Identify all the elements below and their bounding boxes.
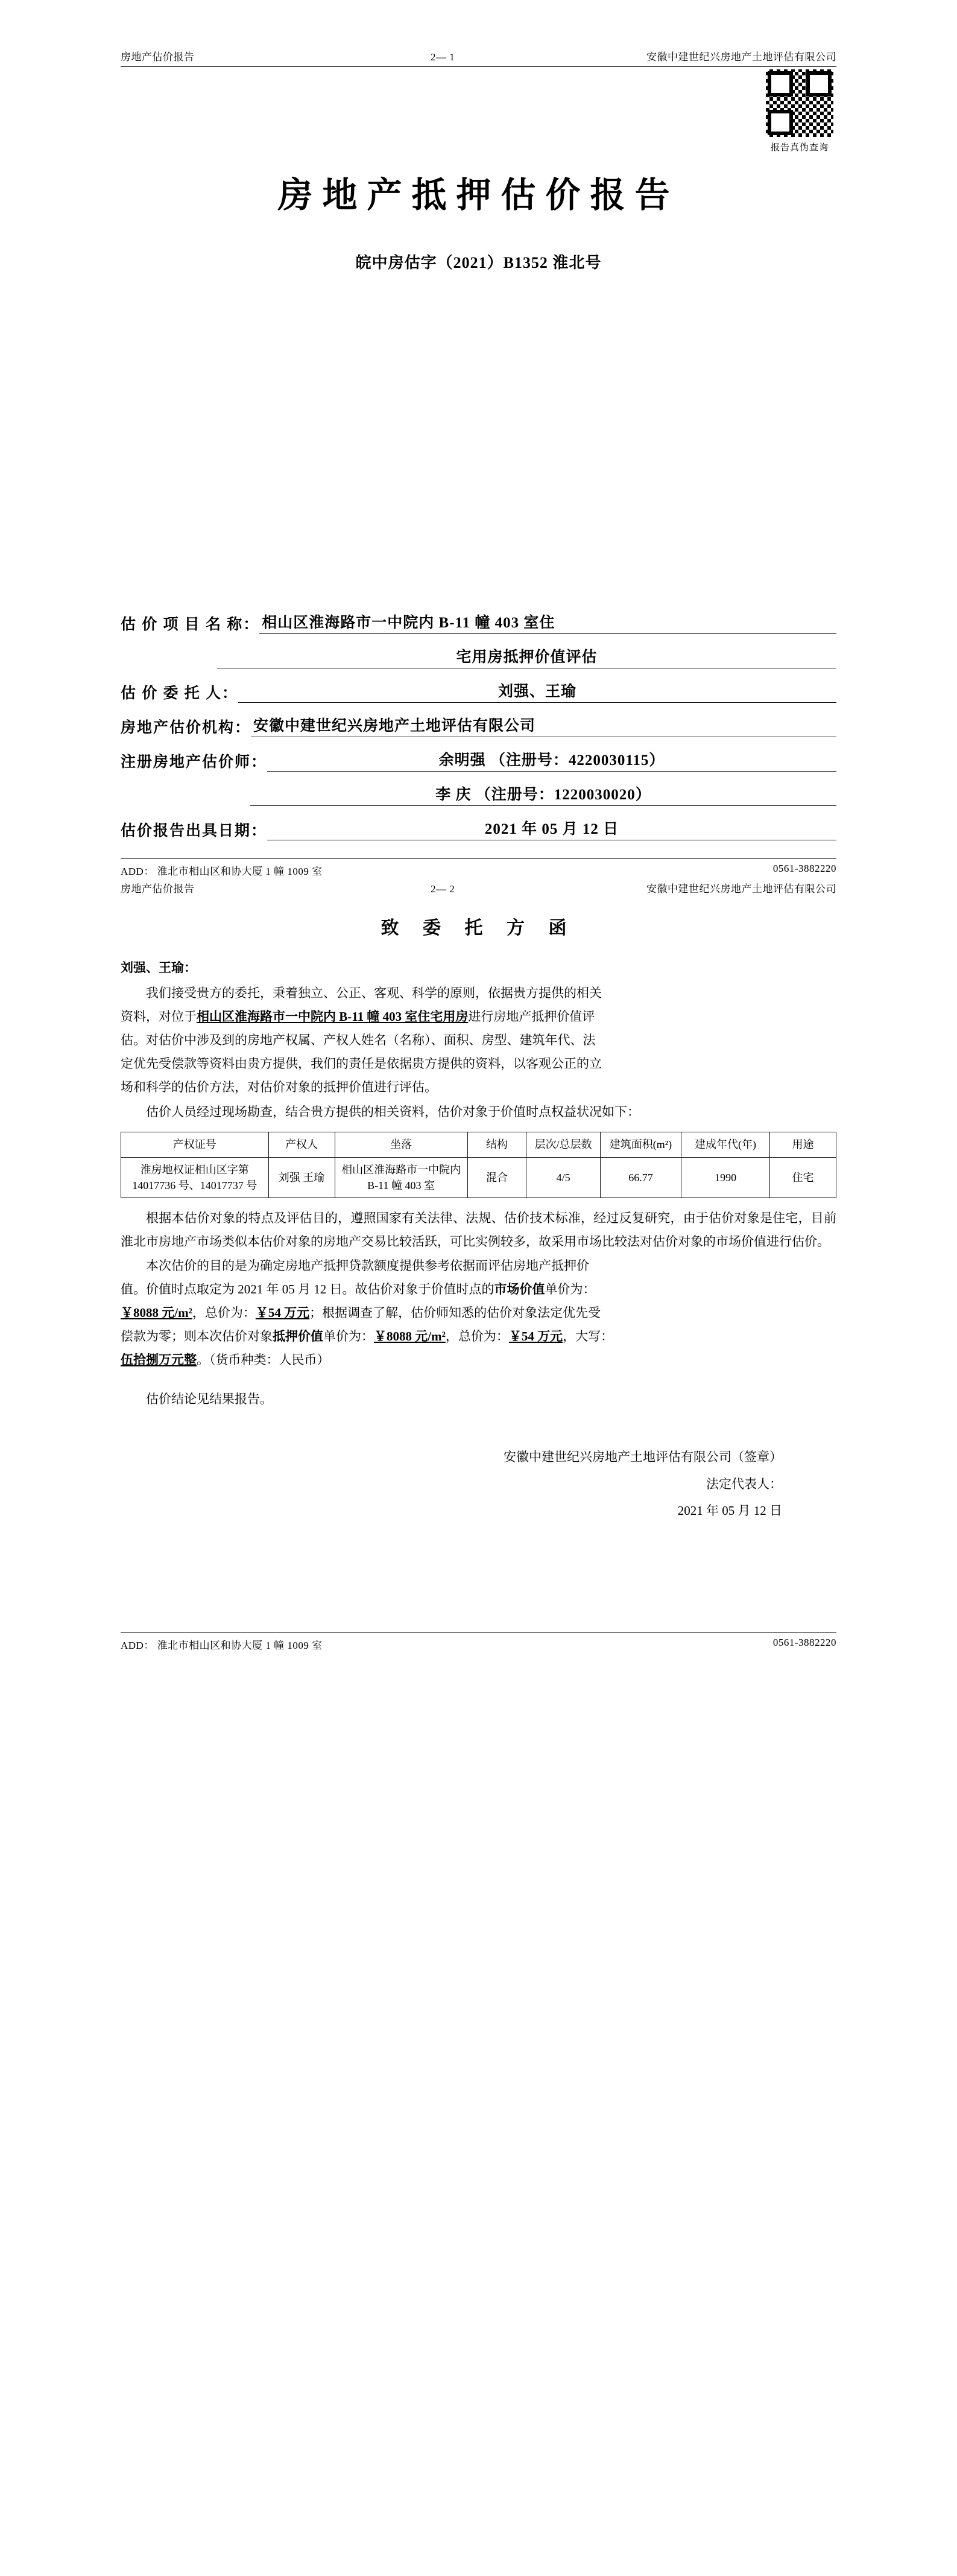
text-run: ，总价为：	[192, 1305, 256, 1321]
field-project-name-line2	[121, 645, 836, 668]
col-owner: 产权人	[268, 1132, 335, 1157]
cover-running-footer	[121, 858, 836, 878]
field-value: 余明强 （注册号：4220030115）	[267, 748, 836, 772]
text-run-emphasis: 抵押价值	[273, 1328, 323, 1344]
field-label: 估 价 项 目 名 称：	[121, 617, 260, 633]
text-run: 资料，对位于	[121, 1009, 197, 1024]
cell-year-built: 1990	[681, 1157, 770, 1198]
field-appraiser-1	[121, 748, 836, 772]
qr-caption: 报告真伪查询	[770, 143, 829, 153]
letter-title: 致 委 托 方 函	[381, 918, 576, 938]
header-company-name: 安徽中建世纪兴房地产土地评估有限公司	[646, 883, 836, 895]
field-appraiser-2	[121, 782, 836, 806]
text-run: ；根据调查了解，估价师知悉的估价对象法定优先受	[309, 1305, 601, 1321]
field-client	[121, 679, 836, 703]
letter-sheet	[0, 878, 957, 1652]
col-structure: 结构	[467, 1132, 526, 1157]
header-company-name: 安徽中建世纪兴房地产土地评估有限公司	[646, 51, 836, 63]
text-run: 本次估价的目的是为确定房地产抵押贷款额度提供参考依据而评估房地产抵押价	[146, 1258, 589, 1274]
property-info-table	[121, 1132, 836, 1198]
signature-date: 2021 年 05 月 12 日	[677, 1503, 782, 1518]
text-run: 定优先受偿款等资料由贵方提供，我们的责任是依据贵方提供的资料，以客观公正的立	[121, 1056, 602, 1071]
cell-area: 66.77	[600, 1157, 681, 1198]
letter-running-header	[121, 880, 836, 898]
cover-field-list	[121, 611, 836, 840]
cell-floor: 4/5	[526, 1157, 600, 1198]
amount-in-words: 伍拾捌万元整	[121, 1352, 197, 1367]
table-header-row	[121, 1132, 836, 1157]
qr-code-block	[766, 69, 833, 153]
footer-phone: 0561-3882220	[772, 863, 836, 874]
field-issue-date	[121, 817, 836, 840]
text-run: ，大写：	[563, 1328, 614, 1344]
mortgage-unit-price: ￥8088 元/m²	[374, 1328, 446, 1344]
text-run: 偿款为零；则本次估价对象	[121, 1328, 273, 1344]
col-certificate-no: 产权证号	[121, 1132, 269, 1157]
paragraph-conclusion: 估价结论见结果报告。	[146, 1391, 273, 1406]
field-label: 注册房地产估价师：	[121, 754, 268, 770]
paragraph-valuation	[121, 1254, 836, 1371]
text-run: 我们接受贵方的委托，秉着独立、公正、客观、科学的原则，依据贵方提供的相关	[146, 986, 602, 1001]
text-run: 单价为：	[545, 1282, 596, 1297]
cover-body	[0, 167, 957, 840]
field-value: 安徽中建世纪兴房地产土地评估有限公司	[251, 714, 836, 737]
letter-running-footer	[121, 1632, 836, 1652]
field-project-name	[121, 611, 836, 634]
cell-location: 相山区淮海路市一中院内 B-11 幢 403 室	[335, 1157, 467, 1198]
cell-owner: 刘强 王瑜	[268, 1157, 335, 1198]
signature-company: 安徽中建世纪兴房地产土地评估有限公司（签章）	[504, 1450, 782, 1465]
header-left-text: 房地产估价报告	[121, 883, 195, 895]
mortgage-total-price: ￥54 万元	[508, 1328, 563, 1344]
field-label: 估 价 委 托 人：	[121, 685, 239, 702]
col-floor: 层次/总层数	[526, 1132, 600, 1157]
col-area: 建筑面积(m²)	[600, 1132, 681, 1157]
cell-certificate-no: 淮房地权证相山区字第 14017736 号、14017737 号	[121, 1157, 269, 1198]
report-number: 皖中房估字（2021）B1352 淮北号	[355, 254, 602, 271]
footer-address: ADD： 淮北市相山区和协大厦 1 幢 1009 室	[121, 866, 323, 877]
salutation: 刘强、王瑜：	[121, 960, 197, 975]
header-page-number: 2— 2	[431, 883, 455, 895]
paragraph-survey: 估价人员经过现场勘查，结合贵方提供的相关资料，估价对象于价值时点权益状况如下：	[146, 1104, 640, 1119]
text-run: 估。对估价中涉及到的房地产权属、产权人姓名（名称）、面积、房型、建筑年代、法	[121, 1033, 596, 1048]
cell-structure: 混合	[467, 1157, 526, 1198]
table-row	[121, 1157, 836, 1198]
market-unit-price: ￥8088 元/m²	[121, 1305, 192, 1321]
market-total-price: ￥54 万元	[255, 1305, 310, 1321]
col-location: 坐落	[335, 1132, 467, 1157]
text-run-emphasis: 相山区淮海路市一中院内 B-11 幢 403 室住宅用房	[197, 1009, 469, 1024]
text-run: ，总价为：	[445, 1328, 509, 1344]
paragraph-commission	[121, 982, 836, 1099]
page-title: 房地产抵押估价报告	[277, 176, 680, 215]
paragraph-method: 根据本估价对象的特点及评估目的，遵照国家有关法律、法规、估价技术标准，经过反复研究，由于估价对象是住宅，目前淮北市房地产市场类似本估价对象的房地产交易比较活跃，可比实例较多，故采用市场比较法对估价对象的市场价值进行估价。	[121, 1210, 836, 1249]
text-run: 场和科学的估价方法，对估价对象的抵押价值进行评估。	[121, 1079, 437, 1094]
field-value: 宅用房抵押价值评估	[217, 645, 836, 668]
field-label: 房地产估价机构：	[121, 720, 251, 736]
cover-sheet	[0, 0, 957, 878]
field-appraisal-agency	[121, 714, 836, 737]
text-run: 进行房地产抵押价值评	[468, 1009, 595, 1024]
letter-body	[0, 912, 957, 1596]
cell-usage: 住宅	[769, 1157, 836, 1198]
qr-code-icon	[766, 69, 833, 137]
signature-legal-rep: 法定代表人：	[706, 1476, 782, 1491]
field-label: 估价报告出具日期：	[121, 823, 268, 839]
col-usage: 用途	[769, 1132, 836, 1157]
text-run-emphasis: 市场价值	[494, 1282, 545, 1297]
header-page-number: 2— 1	[431, 51, 455, 63]
field-value: 李 庆 （注册号：1220030020）	[250, 782, 836, 806]
header-left-text: 房地产估价报告	[121, 51, 195, 63]
field-value: 相山区淮海路市一中院内 B-11 幢 403 室住	[259, 611, 836, 634]
cover-running-header	[121, 48, 836, 67]
footer-phone: 0561-3882220	[772, 1636, 836, 1648]
signature-block	[121, 1444, 836, 1523]
text-run: 值。价值时点取定为 2021 年 05 月 12 日。故估价对象于价值时点的	[121, 1282, 494, 1297]
field-value: 刘强、王瑜	[238, 679, 836, 703]
field-value: 2021 年 05 月 12 日	[267, 817, 836, 840]
text-run: 。（货币种类：人民币）	[197, 1352, 330, 1367]
footer-address: ADD： 淮北市相山区和协大厦 1 幢 1009 室	[121, 1639, 323, 1651]
text-run: 单价为：	[323, 1328, 374, 1344]
col-year-built: 建成年代(年)	[681, 1132, 770, 1157]
